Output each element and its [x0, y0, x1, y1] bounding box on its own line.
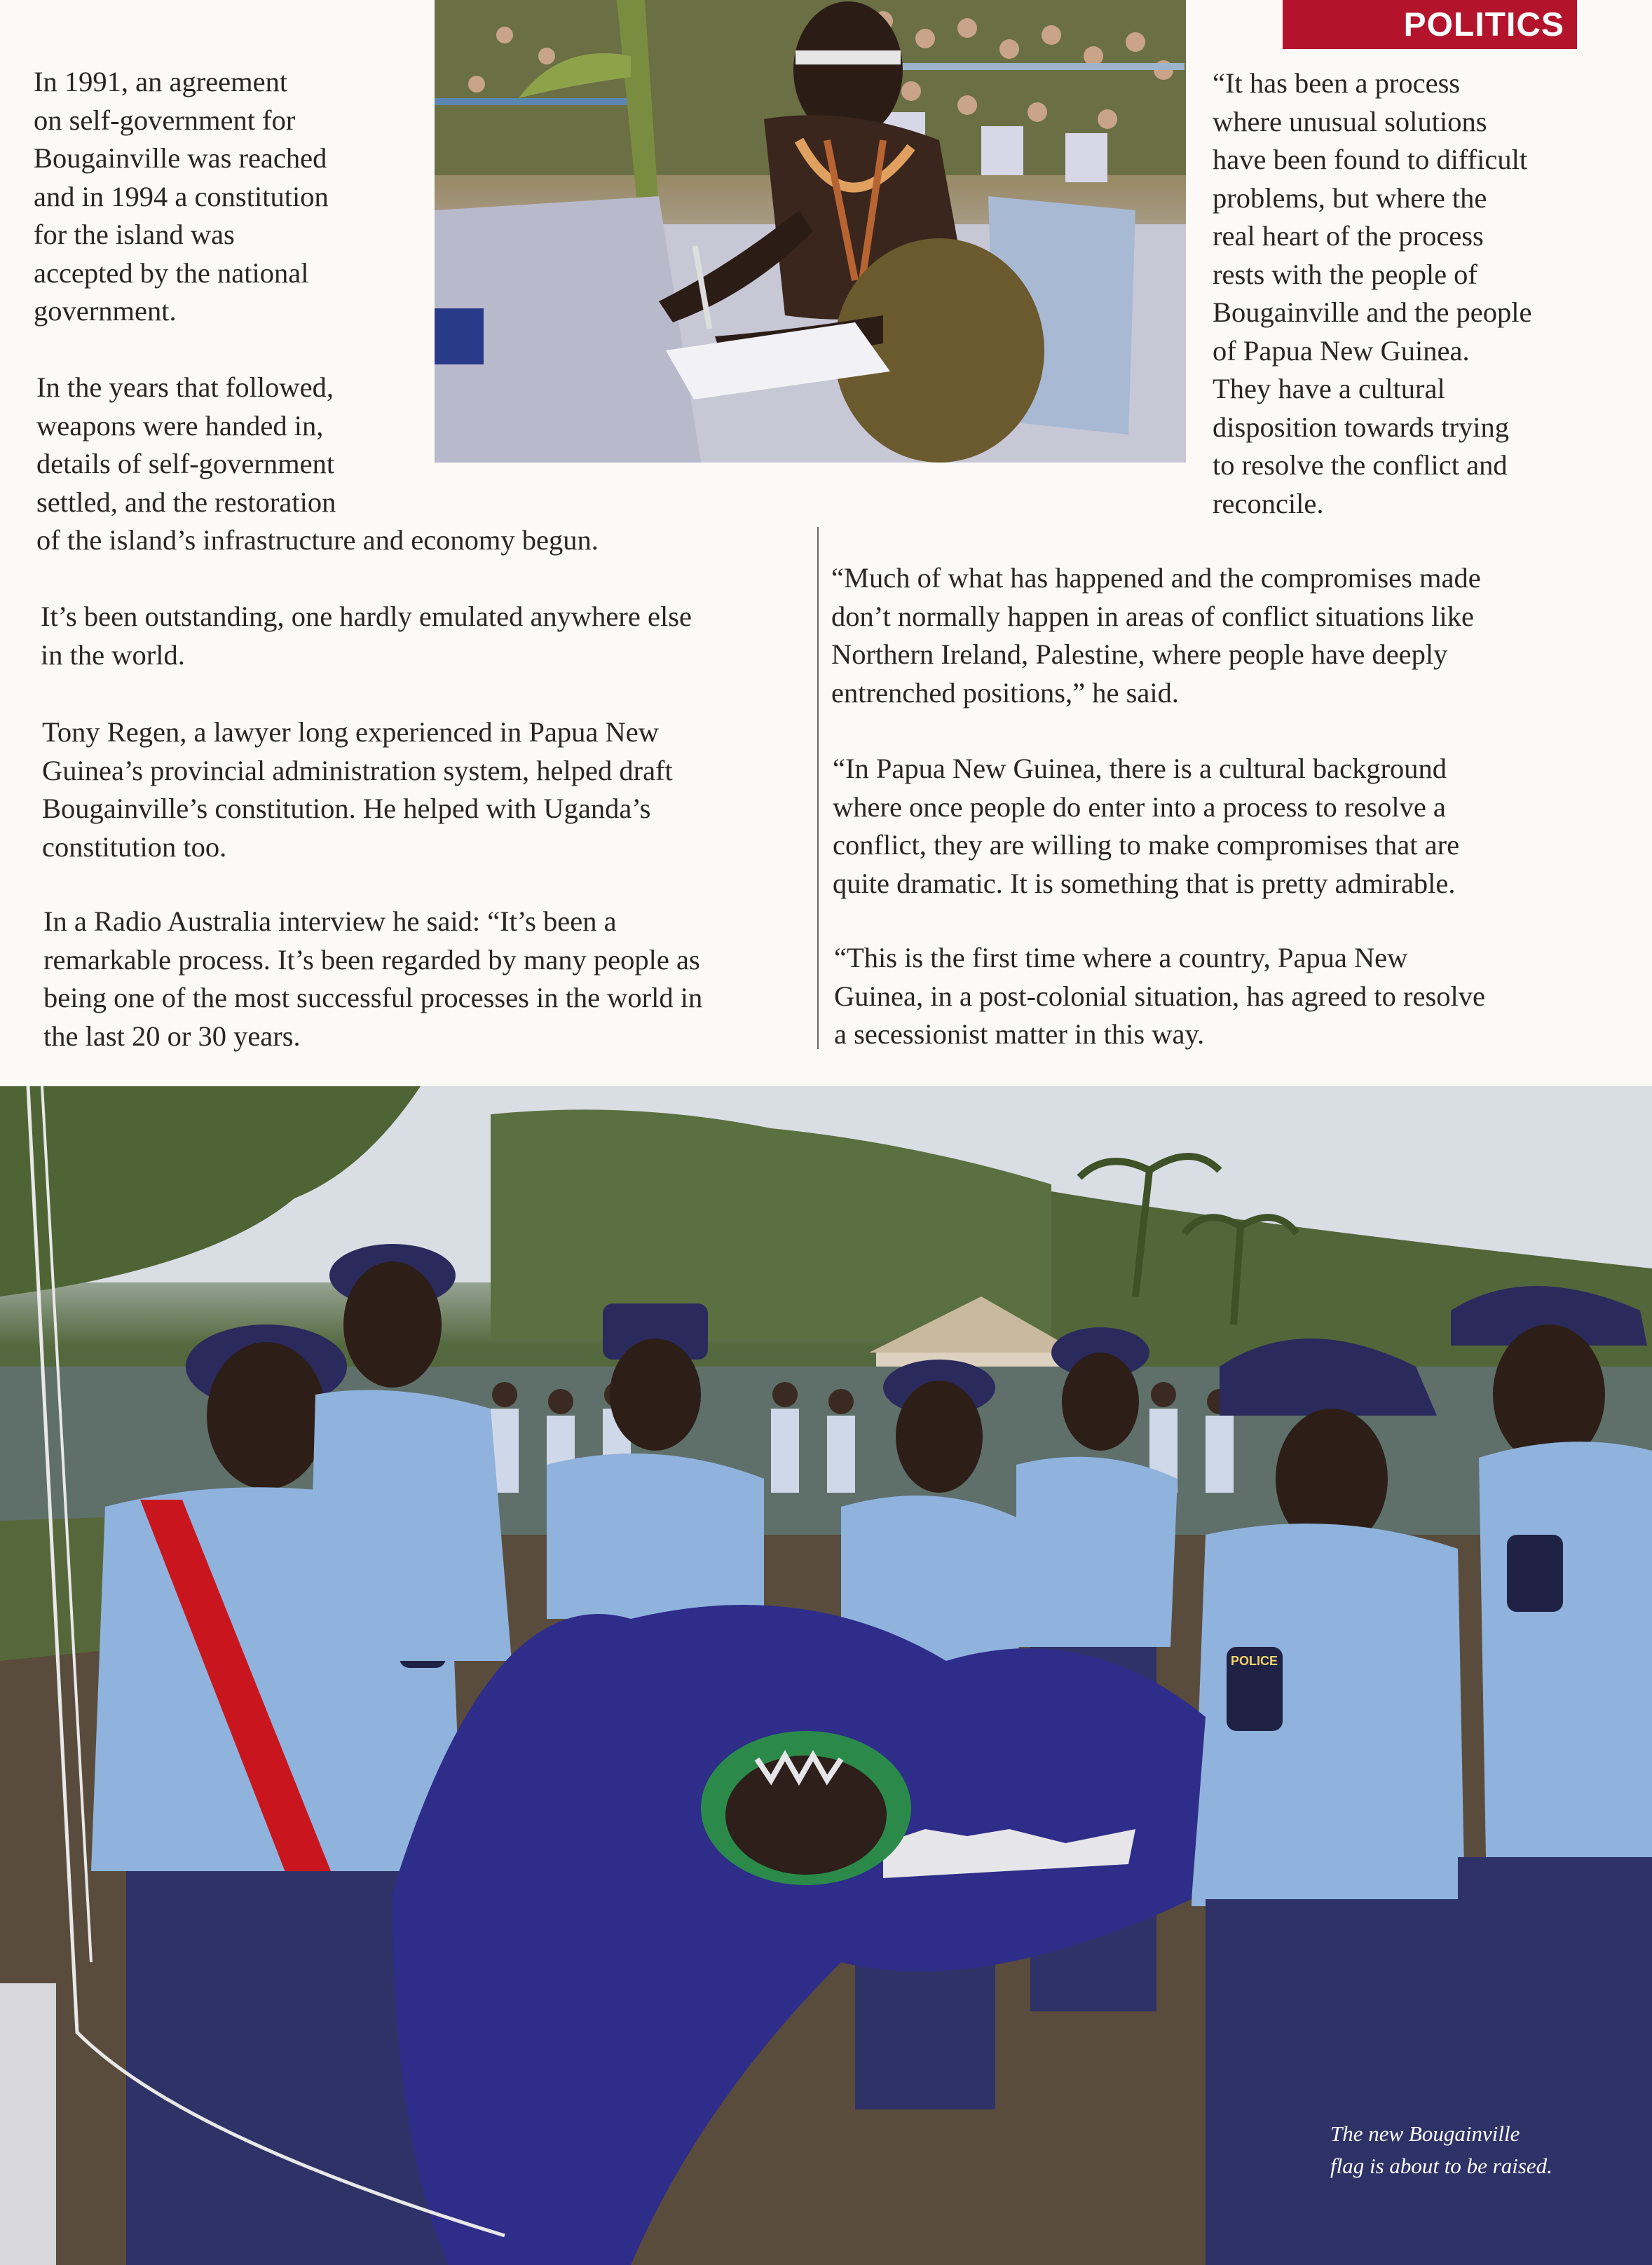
aftermath-line: details of self-government — [36, 448, 335, 479]
section-tag — [1283, 0, 1577, 49]
aftermath-line: settled, and the restoration — [36, 486, 336, 518]
quote-line: “It has been a process — [1213, 67, 1461, 99]
quote-line: have been found to difficult — [1213, 144, 1528, 175]
right-line: a secessionist matter in this way. — [834, 1018, 1205, 1050]
caption-line: flag is about to be raised. — [1330, 2154, 1552, 2178]
right-line: entrenched positions,” he said. — [831, 676, 1179, 709]
right-line: Northern Ireland, Palestine, where people have deeply — [831, 638, 1448, 670]
right-line: “This is the first time where a country, Papua New — [834, 942, 1408, 973]
left-column-p2 — [42, 713, 673, 866]
right-line: where once people do enter into a process to resolve a — [833, 791, 1446, 823]
left-line: the last 20 or 30 years. — [43, 1020, 301, 1052]
quote-paragraph — [1213, 64, 1532, 523]
left-line: constitution too. — [42, 830, 227, 863]
aftermath-line: of the island’s infrastructure and economy begun. — [36, 524, 599, 556]
caption-line: The new Bougainville — [1330, 2121, 1520, 2146]
intro-line: accepted by the national — [34, 256, 309, 289]
quote-line: reconcile. — [1213, 487, 1324, 519]
aftermath-line: In the years that followed, — [36, 371, 334, 403]
right-column-p3 — [834, 939, 1485, 1054]
right-column-p2 — [833, 750, 1459, 903]
quote-line: Bougainville and the people — [1213, 296, 1532, 328]
left-line: In a Radio Australia interview he said: “It’s been a — [43, 905, 617, 937]
left-line: It’s been outstanding, one hardly emulated anywhere else — [41, 601, 692, 632]
police-badge: POLICE — [1231, 1654, 1278, 1668]
left-line: remarkable process. It’s been regarded by many people as — [43, 943, 700, 976]
quote-line: real heart of the process — [1213, 220, 1484, 252]
intro-line: government. — [34, 295, 177, 327]
bottom-photo — [0, 1086, 1652, 2265]
section-label: POLITICS — [1403, 6, 1564, 43]
quote-line: to resolve the conflict and — [1213, 449, 1508, 481]
left-column-p3 — [43, 903, 702, 1055]
right-line: “In Papua New Guinea, there is a cultural background — [833, 753, 1447, 784]
quote-line: where unusual solutions — [1213, 105, 1487, 137]
column-divider — [817, 527, 819, 1049]
quote-line: rests with the people of — [1213, 258, 1477, 290]
left-line: Bougainville’s constitution. He helped with Uganda’s — [42, 793, 651, 824]
left-line: in the world. — [41, 638, 185, 671]
right-line: quite dramatic. It is something that is pretty admirable. — [833, 867, 1456, 899]
intro-line: and in 1994 a constitution — [34, 180, 329, 212]
left-column-p1 — [41, 598, 692, 674]
quote-line: of Papua New Guinea. — [1213, 334, 1470, 367]
photo-caption — [1330, 2118, 1552, 2182]
aftermath-line: weapons were handed in, — [36, 409, 324, 442]
left-line: Guinea’s provincial administration system, helped draft — [42, 754, 673, 786]
intro-line: Bougainville was reached — [34, 142, 327, 174]
right-column-p1 — [831, 559, 1481, 712]
intro-line: for the island was — [34, 219, 235, 250]
quote-line: They have a cultural — [1213, 373, 1445, 404]
right-line: don’t normally happen in areas of conflict situations like — [831, 600, 1475, 632]
quote-line: disposition towards trying — [1213, 411, 1509, 443]
intro-line: on self-government for — [34, 104, 296, 136]
left-line: Tony Regen, a lawyer long experienced in Papua New — [42, 716, 659, 748]
left-line: being one of the most successful processes in the world in — [43, 982, 703, 1013]
right-line: conflict, they are willing to make compromises that are — [833, 829, 1460, 861]
police-raising-flag-photo-icon — [0, 1086, 1652, 2265]
quote-line: problems, but where the — [1213, 182, 1487, 214]
aftermath-paragraph — [36, 369, 599, 560]
intro-paragraph — [34, 63, 329, 331]
right-line: “Much of what has happened and the compromises made — [831, 562, 1481, 594]
right-line: Guinea, in a post-colonial situation, has agreed to resolve — [834, 980, 1485, 1012]
intro-line: In 1991, an agreement — [34, 66, 288, 97]
